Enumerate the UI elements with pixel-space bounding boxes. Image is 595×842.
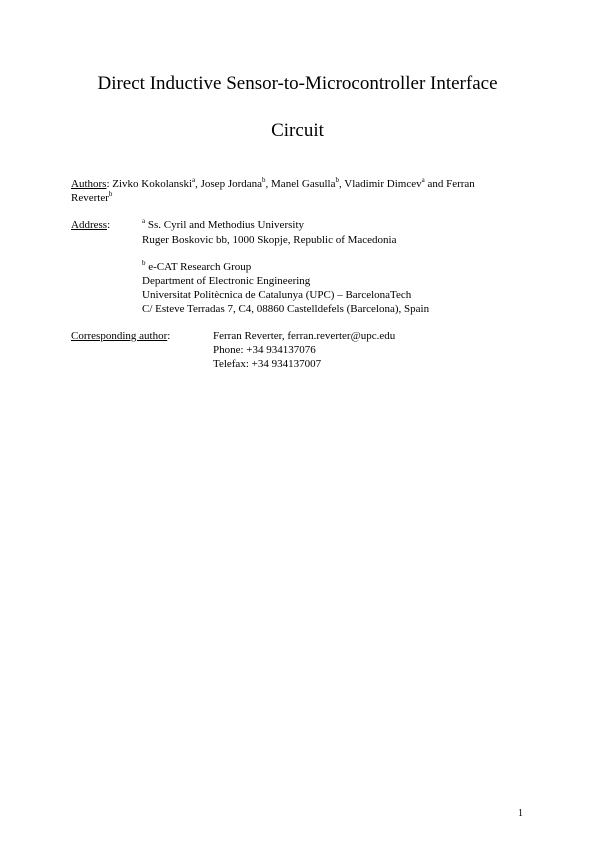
author-name: Zivko Kokolanski bbox=[112, 178, 193, 190]
address-label-row: Address: bbox=[71, 219, 111, 231]
corresponding-line-1: Ferran Reverter, ferran.reverter@upc.edu bbox=[213, 330, 396, 342]
address-b-line-4: C/ Esteve Terradas 7, C4, 08860 Castelldefels (Barcelona), Spain bbox=[142, 303, 430, 315]
author-affiliation-mark: a bbox=[421, 176, 425, 184]
address-a-line-2: Ruger Boskovic bb, 1000 Skopje, Republic of Macedonia bbox=[142, 234, 397, 246]
affiliation-mark-a: a bbox=[142, 217, 146, 225]
corresponding-label-row: Corresponding author: bbox=[71, 330, 171, 342]
paper-title-line-2: Circuit bbox=[271, 120, 324, 141]
author-affiliation-mark: a bbox=[192, 176, 196, 184]
affiliation-mark-b: b bbox=[142, 259, 146, 267]
authors-line-1: Authors: Zivko Kokolanski$^a$, Josep Jordana$^b$, Manel Gasulla$^b$, Vladimir Dimcev$^a$ and Ferran bbox=[71, 176, 475, 190]
author-name: Vladimir Dimcev bbox=[344, 178, 422, 190]
author-affiliation-mark: b bbox=[108, 190, 113, 198]
address-a-line-1: $^a$ Ss. Cyril and Methodius University bbox=[142, 217, 304, 231]
author-name: Manel Gasulla bbox=[271, 178, 336, 190]
author-name: Ferran bbox=[446, 178, 475, 190]
author-affiliation-mark: b bbox=[262, 176, 266, 184]
corresponding-line-2: Phone: +34 934137076 bbox=[213, 344, 316, 356]
authors-line-2 bbox=[71, 192, 112, 205]
corresponding-line-3: Telefax: +34 934137007 bbox=[213, 358, 322, 370]
page-number: 1 bbox=[518, 808, 523, 819]
corresponding-label: Corresponding author bbox=[71, 330, 168, 342]
authors-label: Authors bbox=[71, 178, 107, 190]
address-label: Address bbox=[71, 219, 108, 231]
address-b-line-2: Department of Electronic Engineering bbox=[142, 275, 311, 287]
author-name: Josep Jordana bbox=[200, 178, 263, 190]
address-b-line-3: Universitat Politècnica de Catalunya (UPC) – BarcelonaTech bbox=[142, 289, 412, 301]
author-affiliation-mark: b bbox=[335, 176, 339, 184]
paper-title-line-1: Direct Inductive Sensor-to-Microcontroller Interface bbox=[97, 73, 498, 94]
author-name: Reverter bbox=[71, 192, 109, 204]
address-b-line-1: $^b$ e-CAT Research Group bbox=[142, 259, 252, 273]
